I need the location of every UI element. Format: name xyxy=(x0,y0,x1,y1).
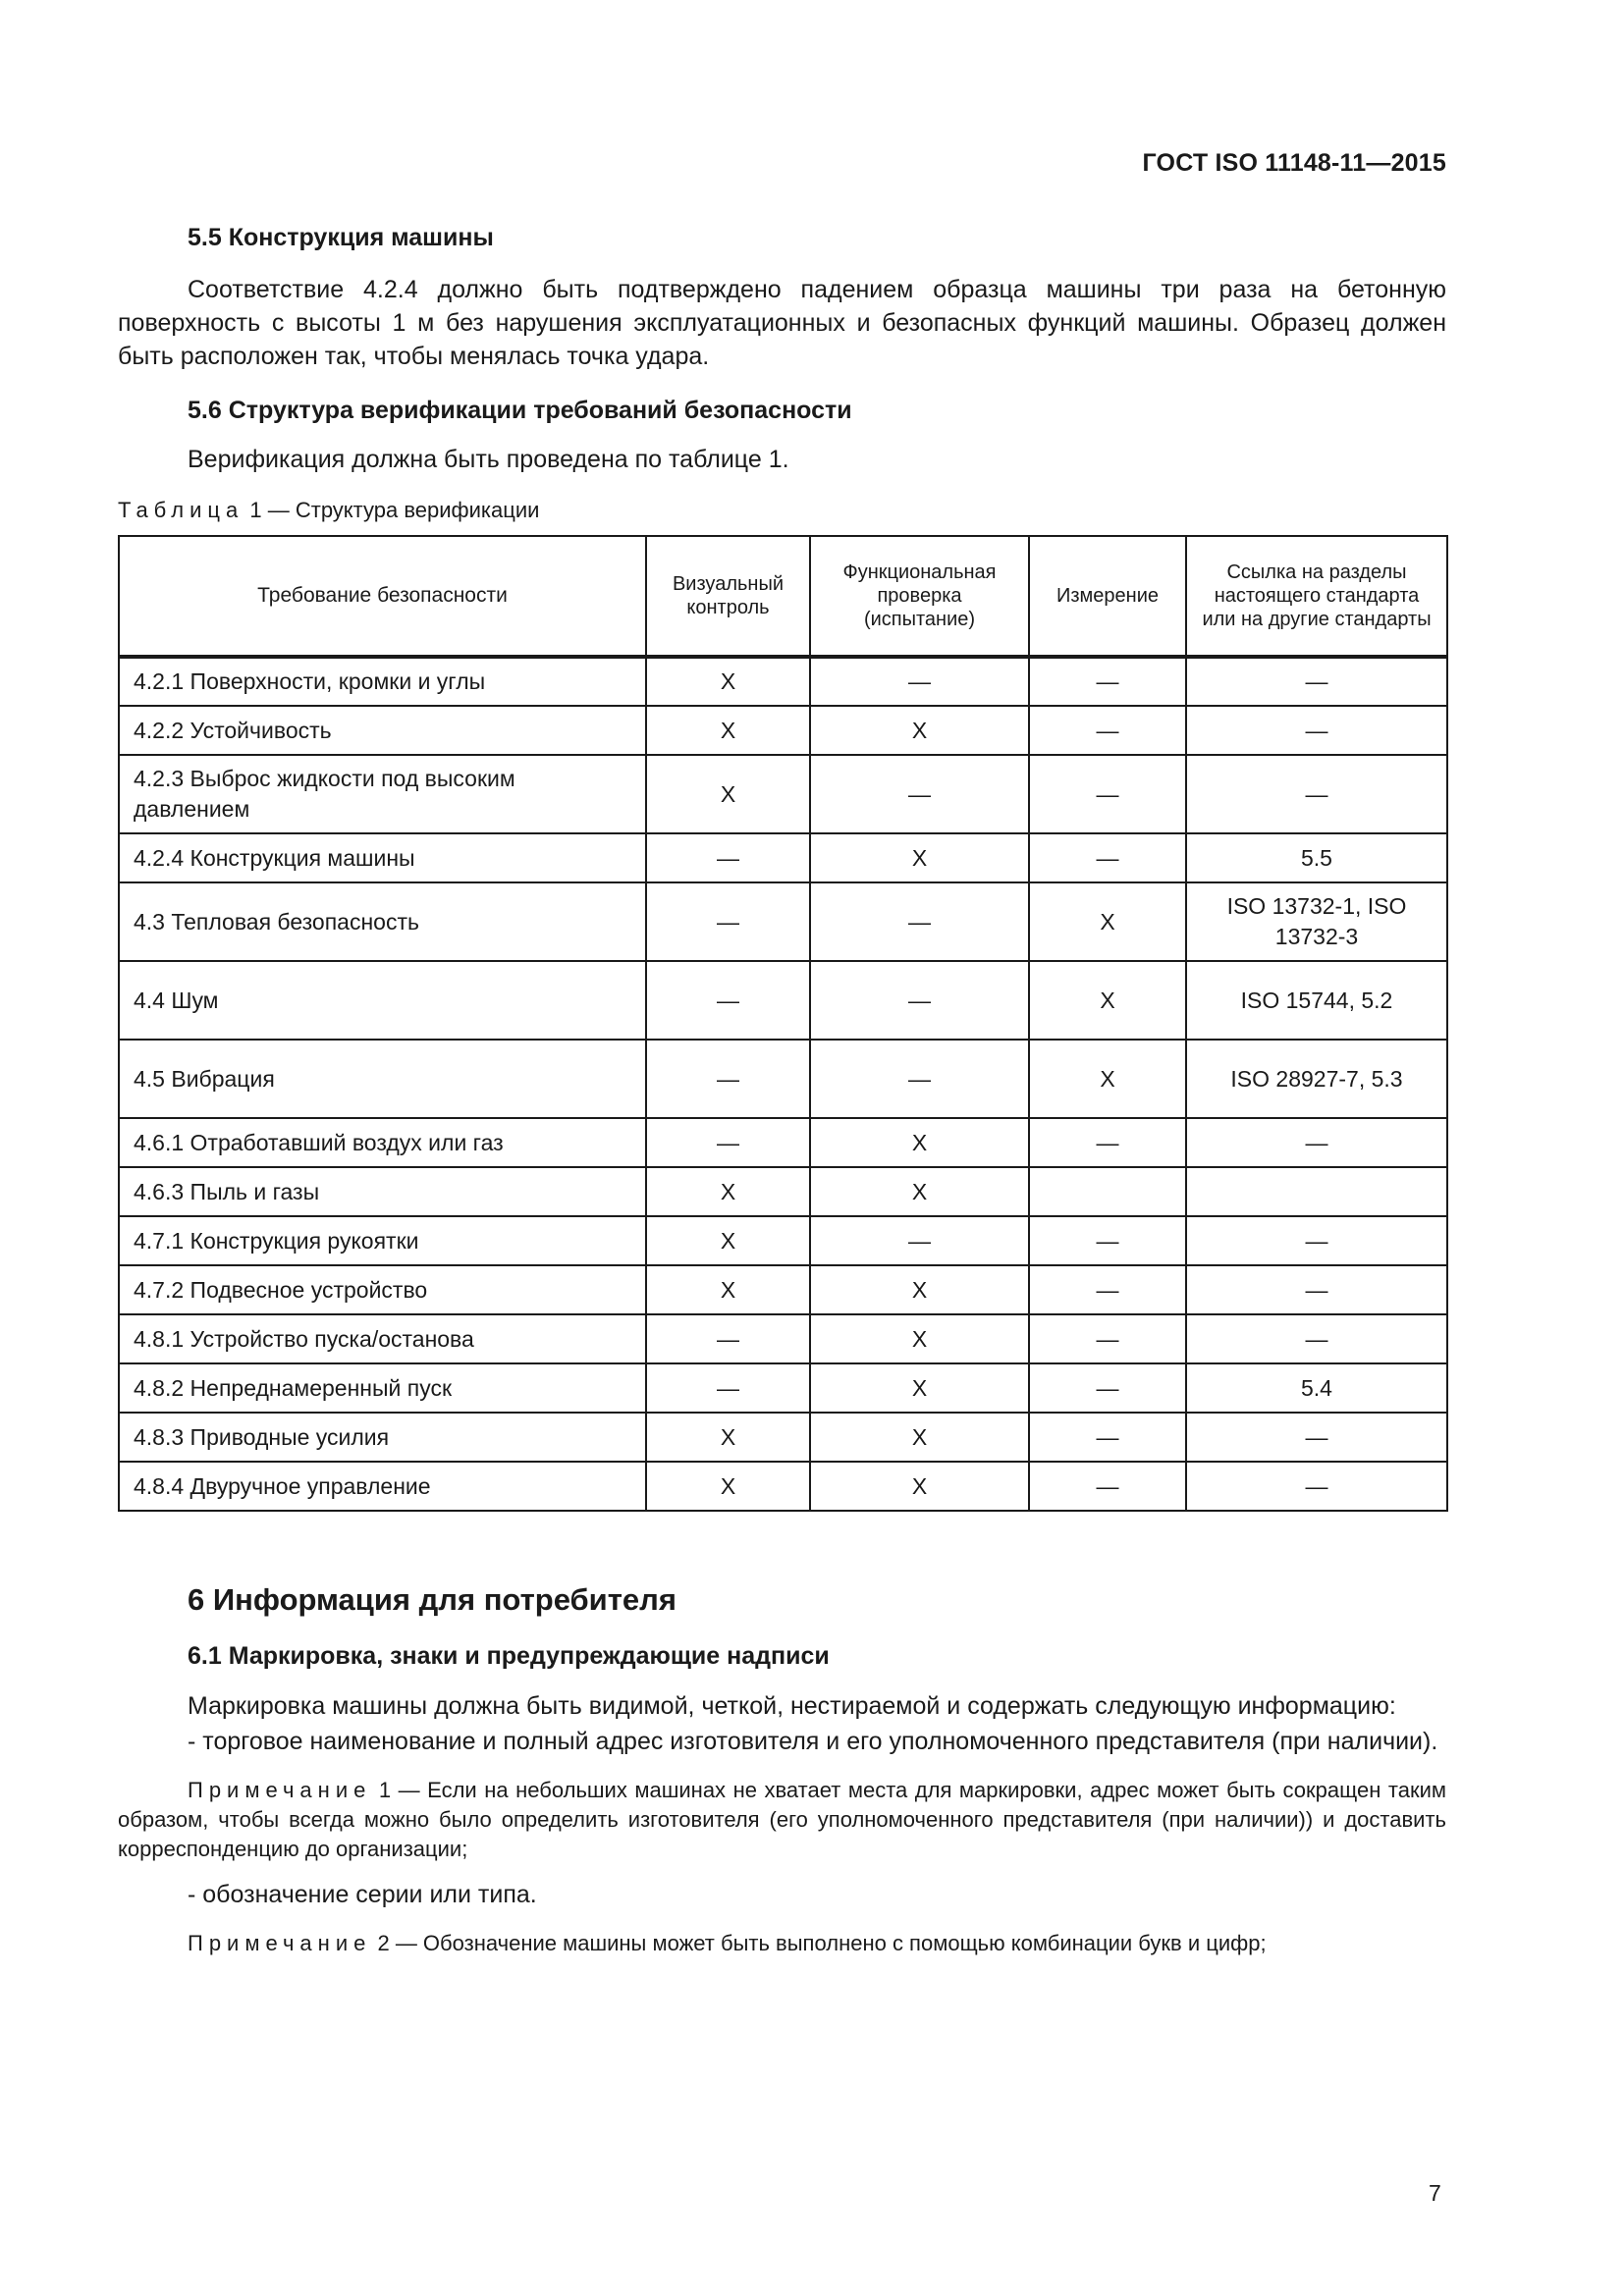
cell-functional: — xyxy=(810,1216,1029,1265)
cell-measurement: X xyxy=(1029,961,1186,1040)
header-requirement: Требование безопасности xyxy=(119,536,646,657)
cell-requirement: 4.8.3 Приводные усилия xyxy=(119,1413,646,1462)
table-row xyxy=(119,833,1447,882)
cell-functional: — xyxy=(810,657,1029,706)
cell-requirement: 4.2.2 Устойчивость xyxy=(119,706,646,755)
cell-reference: 5.4 xyxy=(1186,1363,1447,1413)
cell-measurement: X xyxy=(1029,882,1186,961)
cell-reference: — xyxy=(1186,657,1447,706)
cell-measurement: — xyxy=(1029,657,1186,706)
marking-intro: Маркировка машины должна быть видимой, четкой, нестираемой и содержать следующую информацию: xyxy=(188,1692,1396,1720)
cell-visual: X xyxy=(646,1413,810,1462)
cell-requirement: 4.4 Шум xyxy=(119,961,646,1040)
table-header-row xyxy=(119,536,1447,657)
section-6-1-heading: 6.1 Маркировка, знаки и предупреждающие надписи xyxy=(188,1642,830,1670)
cell-measurement: — xyxy=(1029,833,1186,882)
note-1-text: 1 — Если на небольших машинах не хватает места для маркировки, адрес может быть сокращен таким образом, чтобы всегда можно было определить изготовителя (его уполномоченного представителя (при наличии)) и доставить корреспонденцию до организации; xyxy=(118,1778,1446,1861)
cell-functional: — xyxy=(810,755,1029,833)
cell-functional: X xyxy=(810,706,1029,755)
note-1-label: Примечание xyxy=(188,1778,372,1802)
table-caption xyxy=(118,498,1446,523)
cell-reference: — xyxy=(1186,1216,1447,1265)
cell-visual: X xyxy=(646,1167,810,1216)
cell-visual: X xyxy=(646,1265,810,1314)
table-row xyxy=(119,1314,1447,1363)
cell-visual: — xyxy=(646,1363,810,1413)
cell-requirement: 4.8.2 Непреднамеренный пуск xyxy=(119,1363,646,1413)
cell-visual: — xyxy=(646,1040,810,1118)
cell-visual: X xyxy=(646,657,810,706)
note-1 xyxy=(118,1776,1446,1864)
cell-visual: — xyxy=(646,833,810,882)
marking-item-2: - обозначение серии или типа. xyxy=(188,1881,537,1908)
header-functional: Функциональная проверка (испытание) xyxy=(810,536,1029,657)
cell-reference: ISO 15744, 5.2 xyxy=(1186,961,1447,1040)
section-5-5-heading: 5.5 Конструкция машины xyxy=(188,224,494,251)
cell-reference xyxy=(1186,1167,1447,1216)
note-2 xyxy=(118,1929,1446,1958)
header-reference: Ссылка на разделы настоящего стандарта или на другие стандарты xyxy=(1186,536,1447,657)
cell-visual: X xyxy=(646,755,810,833)
table-row xyxy=(119,1413,1447,1462)
table-row xyxy=(119,657,1447,706)
header-visual: Визуальный контроль xyxy=(646,536,810,657)
table-row xyxy=(119,882,1447,961)
cell-measurement: — xyxy=(1029,1314,1186,1363)
page-content xyxy=(118,224,1446,1958)
table-row xyxy=(119,1265,1447,1314)
cell-reference: — xyxy=(1186,1462,1447,1511)
cell-reference: ISO 28927-7, 5.3 xyxy=(1186,1040,1447,1118)
cell-reference: ISO 13732-1, ISO 13732-3 xyxy=(1186,882,1447,961)
cell-requirement: 4.7.2 Подвесное устройство xyxy=(119,1265,646,1314)
section-5-5-text: Соответствие 4.2.4 должно быть подтверждено падением образца машины три раза на бетонную поверхность с высоты 1 м без нарушения эксплуатационных и безопасных функций машины. Образец должен быть расположен так, чтобы менялась точка удара. xyxy=(118,276,1446,370)
cell-functional: X xyxy=(810,1462,1029,1511)
note-2-text: 2 — Обозначение машины может быть выполнено с помощью комбинации букв и цифр; xyxy=(377,1931,1267,1955)
cell-measurement: — xyxy=(1029,755,1186,833)
cell-requirement: 4.6.1 Отработавший воздух или газ xyxy=(119,1118,646,1167)
cell-functional: X xyxy=(810,1167,1029,1216)
cell-requirement: 4.2.1 Поверхности, кромки и углы xyxy=(119,657,646,706)
table-row xyxy=(119,755,1447,833)
table-row xyxy=(119,1363,1447,1413)
cell-functional: — xyxy=(810,882,1029,961)
section-5-6-heading: 5.6 Структура верификации требований безопасности xyxy=(188,397,852,424)
marking-item-1: - торговое наименование и полный адрес изготовителя и его уполномоченного представителя (при наличии). xyxy=(188,1728,1438,1755)
cell-reference: — xyxy=(1186,706,1447,755)
cell-measurement xyxy=(1029,1167,1186,1216)
table-row xyxy=(119,1462,1447,1511)
cell-visual: X xyxy=(646,1216,810,1265)
cell-functional: X xyxy=(810,1413,1029,1462)
table-caption-text: 1 — Структура верификации xyxy=(249,498,540,522)
cell-reference: 5.5 xyxy=(1186,833,1447,882)
cell-reference: — xyxy=(1186,1118,1447,1167)
cell-visual: — xyxy=(646,1314,810,1363)
section-5-6-text: Верификация должна быть проведена по таблице 1. xyxy=(188,446,789,473)
cell-functional: — xyxy=(810,1040,1029,1118)
cell-measurement: — xyxy=(1029,1118,1186,1167)
cell-requirement: 4.2.3 Выброс жидкости под высоким давлением xyxy=(119,755,646,833)
table-caption-label: Таблица xyxy=(118,498,244,522)
cell-measurement: — xyxy=(1029,706,1186,755)
cell-measurement: — xyxy=(1029,1363,1186,1413)
cell-functional: X xyxy=(810,833,1029,882)
cell-measurement: — xyxy=(1029,1462,1186,1511)
cell-reference: — xyxy=(1186,1265,1447,1314)
cell-measurement: — xyxy=(1029,1265,1186,1314)
cell-functional: X xyxy=(810,1363,1029,1413)
cell-requirement: 4.8.4 Двуручное управление xyxy=(119,1462,646,1511)
section-6-heading: 6 Информация для потребителя xyxy=(188,1582,677,1617)
cell-requirement: 4.7.1 Конструкция рукоятки xyxy=(119,1216,646,1265)
cell-measurement: — xyxy=(1029,1216,1186,1265)
table-row xyxy=(119,961,1447,1040)
table-row xyxy=(119,1167,1447,1216)
cell-requirement: 4.6.3 Пыль и газы xyxy=(119,1167,646,1216)
header-measurement: Измерение xyxy=(1029,536,1186,657)
cell-visual: — xyxy=(646,961,810,1040)
cell-measurement: X xyxy=(1029,1040,1186,1118)
cell-reference: — xyxy=(1186,1314,1447,1363)
cell-reference: — xyxy=(1186,1413,1447,1462)
table-row xyxy=(119,1118,1447,1167)
cell-functional: X xyxy=(810,1118,1029,1167)
cell-requirement: 4.2.4 Конструкция машины xyxy=(119,833,646,882)
table-row xyxy=(119,706,1447,755)
cell-requirement: 4.3 Тепловая безопасность xyxy=(119,882,646,961)
cell-functional: X xyxy=(810,1265,1029,1314)
document-code: ГОСТ ISO 11148-11—2015 xyxy=(1142,149,1446,177)
note-2-label: Примечание xyxy=(188,1931,372,1955)
verification-table xyxy=(118,535,1448,1512)
table-row xyxy=(119,1040,1447,1118)
cell-visual: — xyxy=(646,1118,810,1167)
cell-functional: X xyxy=(810,1314,1029,1363)
cell-requirement: 4.5 Вибрация xyxy=(119,1040,646,1118)
cell-requirement: 4.8.1 Устройство пуска/останова xyxy=(119,1314,646,1363)
cell-measurement: — xyxy=(1029,1413,1186,1462)
cell-reference: — xyxy=(1186,755,1447,833)
cell-visual: X xyxy=(646,1462,810,1511)
cell-visual: X xyxy=(646,706,810,755)
page-number: 7 xyxy=(1429,2180,1441,2206)
cell-visual: — xyxy=(646,882,810,961)
cell-functional: — xyxy=(810,961,1029,1040)
table-row xyxy=(119,1216,1447,1265)
